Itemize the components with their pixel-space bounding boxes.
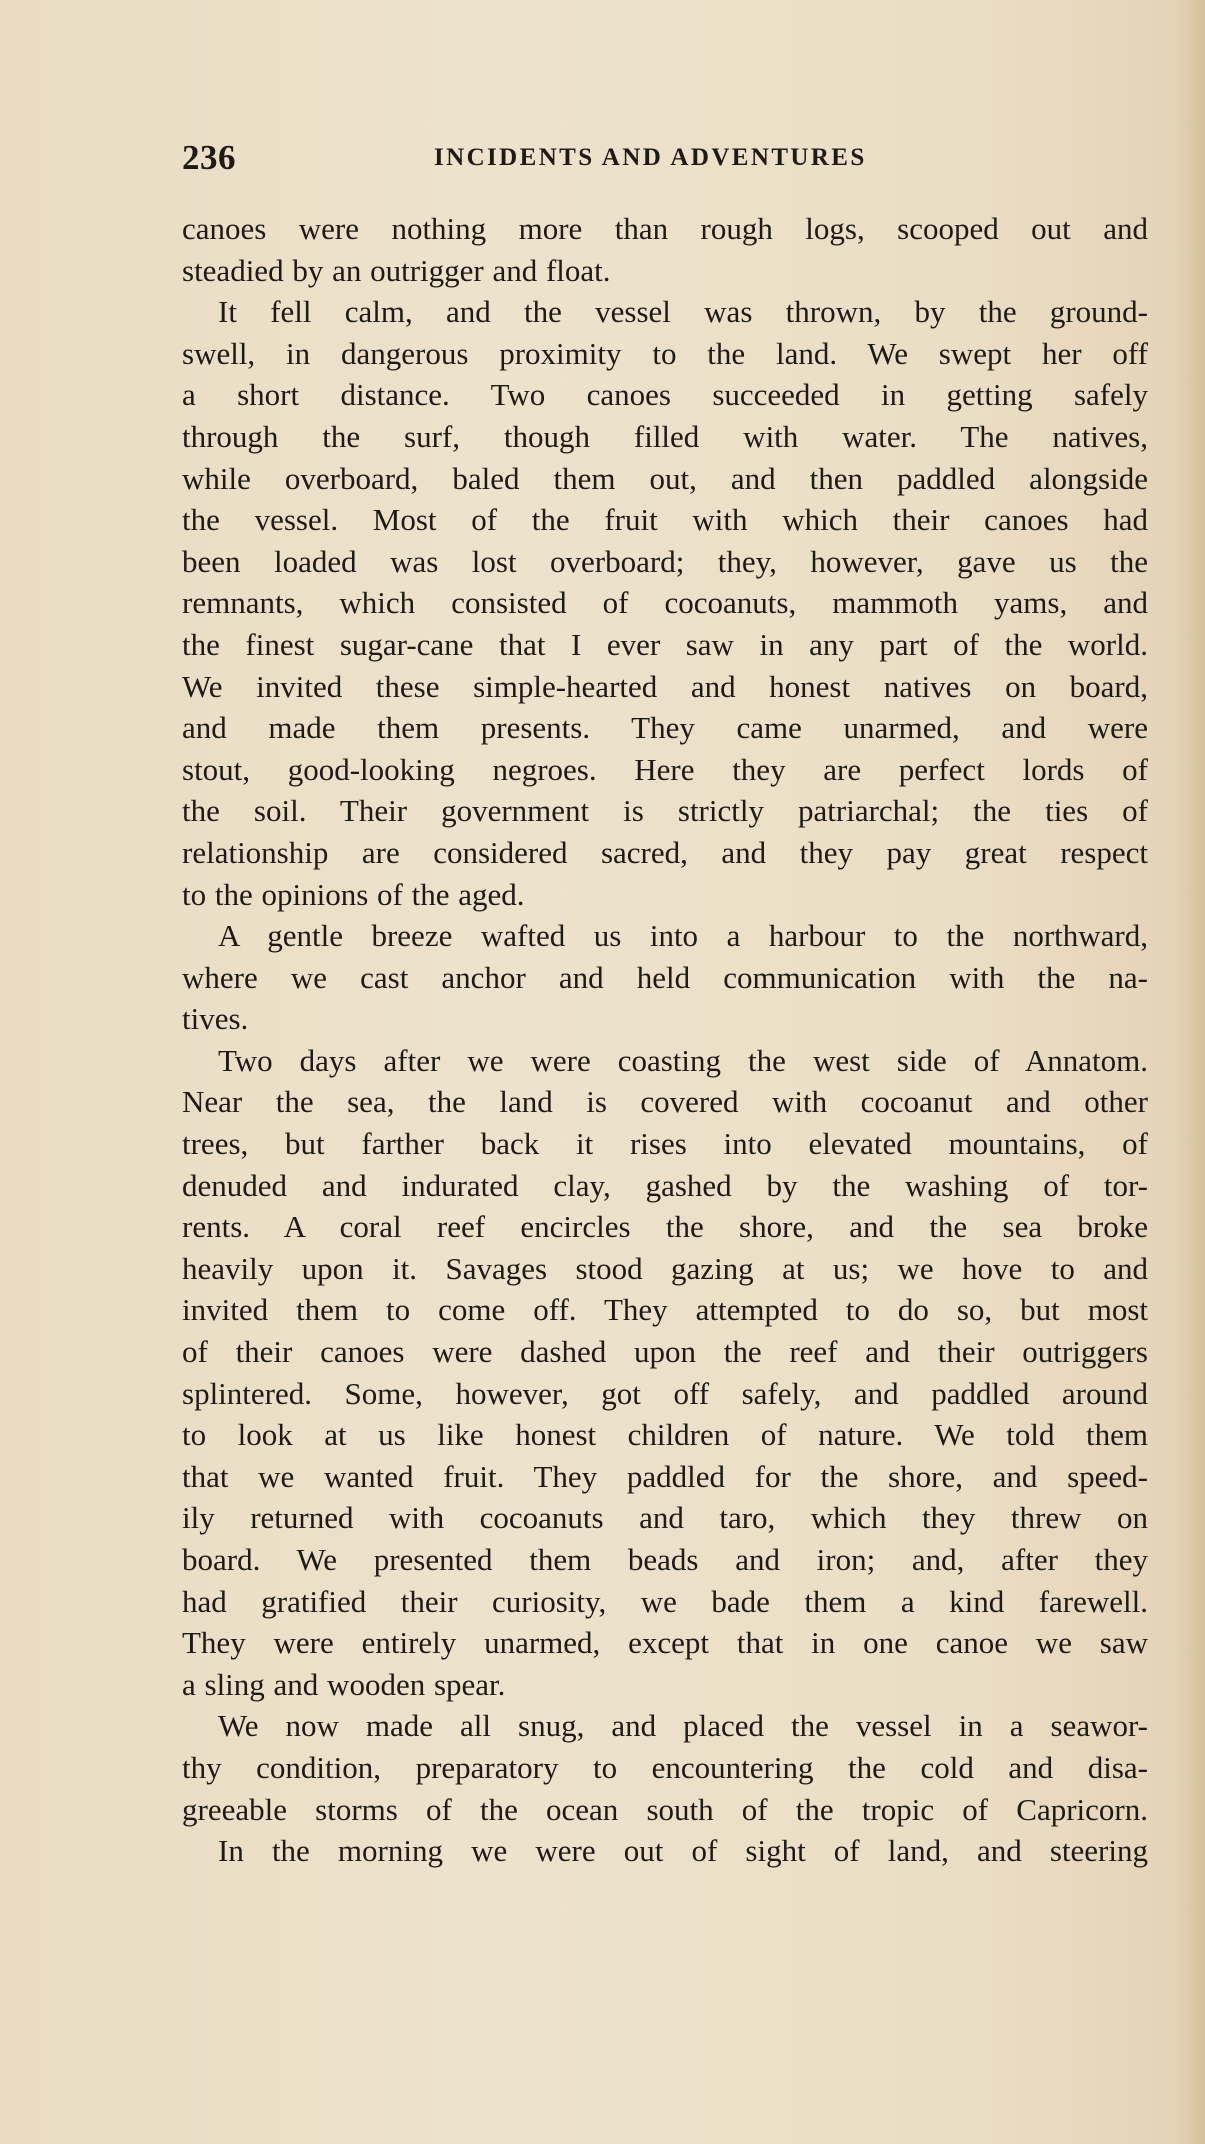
text-line: board. We presented them beads and iron; and, after they — [182, 1542, 1148, 1577]
text-line: relationship are considered sacred, and they pay great respect — [182, 834, 1148, 870]
text-line: They were entirely unarmed, except that in one canoe we saw — [182, 1625, 1148, 1661]
text-line: swell, in dangerous proximity to the land. We swept her off — [182, 335, 1148, 371]
text-line: while overboard, baled them out, and then paddled alongside — [182, 460, 1148, 496]
text-line: that we wanted fruit. They paddled for the shore, and speed- — [182, 1458, 1148, 1494]
text-line: the finest sugar-cane that I ever saw in any part of the world. — [182, 626, 1148, 662]
text-line: ily returned with cocoanuts and taro, which they threw on — [182, 1500, 1148, 1536]
text-line: been loaded was lost overboard; they, however, gave us the — [182, 543, 1148, 579]
text-line: A gentle breeze wafted us into a harbour to the northward, — [218, 918, 1148, 954]
text-line: We now made all snug, and placed the vessel in a seawor- — [218, 1708, 1148, 1744]
text-line: the soil. Their government is strictly patriarchal; the ties of — [182, 793, 1148, 829]
text-line: It fell calm, and the vessel was thrown, by the ground- — [218, 294, 1148, 330]
text-line: trees, but farther back it rises into elevated mountains, of — [182, 1126, 1148, 1162]
text-line: had gratified their curiosity, we bade them a kind farewell. — [182, 1583, 1148, 1619]
text-line: thy condition, preparatory to encountering the cold and disa- — [182, 1749, 1148, 1785]
text-line: Near the sea, the land is covered with cocoanut and other — [182, 1084, 1148, 1120]
page-number: 236 — [182, 138, 236, 177]
text-line: through the surf, though filled with water. The natives, — [182, 418, 1148, 454]
text-line: and made them presents. They came unarmed, and were — [182, 710, 1148, 746]
text-line: canoes were nothing more than rough logs, scooped out and — [182, 211, 1148, 246]
text-line: rents. A coral reef encircles the shore, and the sea broke — [182, 1209, 1148, 1245]
text-line: In the morning we were out of sight of land, and steering — [218, 1833, 1148, 1869]
text-line: stout, good-looking negroes. Here they are perfect lords of — [182, 751, 1148, 787]
text-line: splintered. Some, however, got off safely, and paddled around — [182, 1375, 1148, 1411]
running-head: INCIDENTS AND ADVENTURES — [434, 144, 867, 171]
text-line: denuded and indurated clay, gashed by the washing of tor- — [182, 1167, 1148, 1203]
page-header — [182, 138, 922, 178]
text-line: steadied by an outrigger and float. — [182, 252, 611, 288]
text-line: Two days after we were coasting the west side of Annatom. — [218, 1042, 1148, 1078]
text-line: a short distance. Two canoes succeeded in getting safely — [182, 377, 1148, 413]
text-line: to the opinions of the aged. — [182, 876, 525, 912]
text-line: remnants, which consisted of cocoanuts, mammoth yams, and — [182, 585, 1148, 621]
text-line: where we cast anchor and held communication with the na- — [182, 959, 1148, 995]
text-line: of their canoes were dashed upon the reef and their outriggers — [182, 1334, 1148, 1370]
page-edge-shadow — [1177, 0, 1205, 2144]
text-line: the vessel. Most of the fruit with which their canoes had — [182, 502, 1148, 538]
text-line: We invited these simple-hearted and honest natives on board, — [182, 668, 1148, 704]
text-line: to look at us like honest children of nature. We told them — [182, 1417, 1148, 1453]
text-line: heavily upon it. Savages stood gazing at us; we hove to and — [182, 1250, 1148, 1286]
text-line: a sling and wooden spear. — [182, 1666, 506, 1702]
text-line: greeable storms of the ocean south of the tropic of Capricorn. — [182, 1791, 1148, 1827]
body-text — [182, 208, 1152, 1872]
text-line: invited them to come off. They attempted to do so, but most — [182, 1292, 1148, 1328]
text-line: tives. — [182, 1001, 249, 1037]
